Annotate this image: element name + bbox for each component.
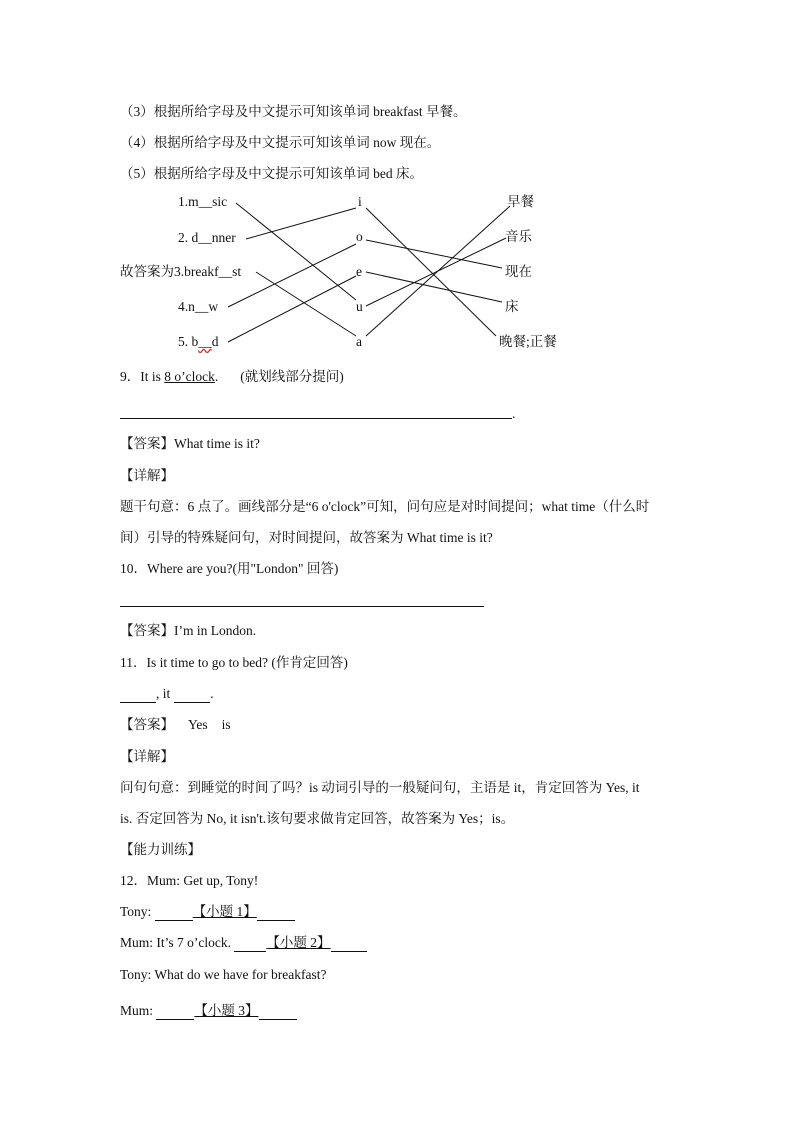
q11-answer-tag: 【答案】: [120, 717, 174, 732]
q9-detail-1: 题干句意：6 点了。画线部分是“6 o'clock”可知，问句应是对时间提问；what time（什么时: [120, 499, 650, 514]
question-11: 11．Is it time to go to bed? (作肯定回答): [120, 655, 348, 670]
letter-o: o: [356, 229, 363, 244]
meaning-breakfast: 早餐: [507, 194, 534, 209]
q12-sub-2: 【小题 2】: [266, 935, 331, 950]
q9-underlined: 8 o’clock: [164, 369, 215, 384]
q12-blank-2a: [234, 937, 266, 952]
letter-i: i: [358, 194, 362, 209]
q12-mum-line-2: [120, 1002, 297, 1020]
q9-answer-text: What time is it?: [174, 436, 260, 451]
q12-mum-line-1: [120, 934, 367, 952]
note-5: （5）根据所给字母及中文提示可知该单词 bed 床。: [120, 166, 423, 181]
q12-mum-text: Mum: It’s 7 o’clock.: [120, 935, 235, 950]
line-i-dinner-cn: [366, 208, 496, 336]
match-row-3: [120, 263, 241, 281]
q11-blanks: [120, 685, 214, 703]
question-9: [120, 368, 344, 386]
word-bed: [178, 333, 219, 351]
q9-detail-tag: 【详解】: [120, 468, 174, 483]
q12-tony-label: Tony:: [120, 904, 155, 919]
line-breakfast-a: [256, 272, 356, 336]
training-heading: 【能力训练】: [120, 842, 201, 857]
q9-pre: It is: [140, 369, 165, 384]
note-4: （4）根据所给字母及中文提示可知该单词 now 现在。: [120, 135, 441, 150]
meaning-bed: 床: [505, 299, 519, 314]
word-breakfast: 3.breakf__st: [174, 264, 242, 279]
q11-answer-2: is: [221, 717, 231, 732]
q11-comma-it: , it: [156, 686, 171, 701]
word-bed-head: 5. b: [178, 334, 199, 349]
word-now: 4.n__w: [178, 299, 219, 314]
q12-tony-line: [120, 903, 295, 921]
meaning-now: 现在: [505, 264, 532, 279]
q9-detail-2: 间）引导的特殊疑问句，对时间提问，故答案为 What time is it?: [120, 530, 493, 545]
line-u-music-cn: [366, 238, 506, 306]
q12-tony-question: Tony: What do we have for breakfast?: [120, 967, 327, 982]
line-a-breakfast-cn: [366, 206, 510, 336]
q12-blank-3b: [259, 1005, 297, 1020]
line-dinner-i: [246, 208, 356, 239]
q11-blank-2: [174, 688, 210, 703]
q10-answer: [120, 622, 256, 640]
q11-answer: [120, 716, 231, 734]
q12-blank-1b: [257, 906, 295, 921]
q9-answer-line: [120, 418, 512, 419]
q9-hint: (就划线部分提问): [240, 369, 344, 384]
word-bed-tail: d: [211, 334, 219, 349]
note-3: （3）根据所给字母及中文提示可知该单词 breakfast 早餐。: [120, 104, 467, 119]
q9-answer: [120, 435, 260, 453]
q11-detail-1: 问句句意：到睡觉的时间了吗？is 动词引导的一般疑问句，主语是 it，肯定回答为 Yes, it: [120, 780, 640, 795]
word-music: 1.m__sic: [178, 194, 228, 209]
letter-u: u: [356, 299, 363, 314]
q9-end-mark: .: [512, 406, 516, 421]
question-12: 12．Mum: Get up, Tony!: [120, 873, 259, 888]
q12-blank-1a: [155, 906, 193, 921]
q9-answer-tag: 【答案】: [120, 436, 174, 451]
answer-prefix: 故答案为: [120, 264, 174, 279]
q11-answer-1: Yes: [188, 717, 208, 732]
q11-detail-tag: 【详解】: [120, 749, 174, 764]
q11-period: .: [210, 686, 214, 701]
line-o-now-cn: [366, 240, 502, 268]
line-now-o: [228, 244, 356, 307]
letter-a: a: [356, 334, 362, 349]
q12-blank-2b: [331, 937, 367, 952]
question-10: 10．Where are you?(用"London" 回答): [120, 561, 339, 576]
letter-e: e: [356, 264, 362, 279]
q11-blank-1: [120, 688, 156, 703]
word-dinner: 2. d__nner: [178, 230, 236, 245]
meaning-dinner: 晚餐;正餐: [499, 334, 557, 349]
matching-lines: [0, 0, 794, 360]
line-bed-e: [228, 276, 356, 342]
q10-answer-line: [120, 606, 484, 607]
q11-detail-2: is. 否定回答为 No, it isn't.该句要求做肯定回答，故答案为 Yes；is。: [120, 811, 515, 826]
q9-number: 9．: [120, 369, 141, 384]
q12-sub-3: 【小题 3】: [194, 1003, 259, 1018]
q10-answer-text: I’m in London.: [174, 623, 257, 638]
q12-mum-label: Mum:: [120, 1003, 157, 1018]
q12-blank-3a: [156, 1005, 194, 1020]
line-e-bed-cn: [366, 272, 502, 302]
q12-sub-1: 【小题 1】: [192, 904, 257, 919]
q9-post: .: [214, 369, 219, 384]
meaning-music: 音乐: [505, 229, 532, 244]
word-bed-blank: __: [198, 334, 212, 349]
q10-answer-tag: 【答案】: [120, 623, 174, 638]
